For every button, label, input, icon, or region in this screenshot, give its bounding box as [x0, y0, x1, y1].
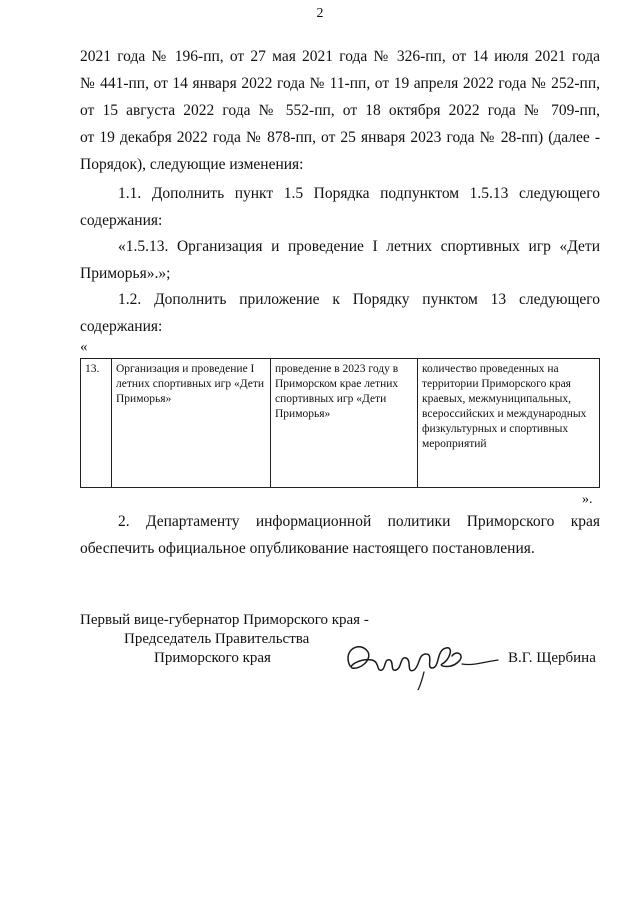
handwritten-signature	[320, 630, 510, 690]
table-cell-description: проведение в 2023 году в Приморском крае летних спортивных игр «Дети Приморья»	[271, 359, 418, 488]
page-number: 2	[316, 6, 324, 21]
item-1-1-line: содержания:	[80, 212, 163, 229]
quote-open-mark: «	[80, 339, 88, 355]
intro-line: 2021 года № 196-пп, от 27 мая 2021 года № 326-пп, от 14 июля 2021 года	[80, 48, 600, 65]
signatory-title-line3: Приморского края	[154, 650, 271, 666]
item-2-line: обеспечить официальное опубликование настоящего постановления.	[80, 540, 535, 557]
item-2	[80, 508, 600, 562]
item-2-line: 2. Департаменту информационной политики Приморского края	[118, 513, 600, 530]
table-cell-num: 13.	[81, 359, 112, 488]
quote-1-5-13	[80, 233, 600, 287]
table-cell-indicator: количество проведенных на территории Приморского края краевых, межмуниципальных, всероссийских и международных физкультурных и спортивных мероприятий	[418, 359, 600, 488]
item-1-2-line: содержания:	[80, 318, 163, 335]
table-row	[81, 359, 600, 488]
quote-close-mark: ».	[582, 492, 593, 507]
intro-line: от 19 декабря 2022 года № 878-пп, от 25 января 2023 года № 28-пп) (далее -	[80, 129, 600, 146]
table-cell-event: Организация и проведение I летних спортивных игр «Дети Приморья»	[112, 359, 271, 488]
quote-1-5-13-line: Приморья».»;	[80, 265, 171, 282]
signatory-title-line2: Председатель Правительства	[124, 631, 310, 647]
signatory-name: В.Г. Щербина	[508, 650, 596, 666]
quote-1-5-13-line: «1.5.13. Организация и проведение I летних спортивных игр «Дети	[118, 238, 600, 255]
signatory-title-line1: Первый вице-губернатор Приморского края -	[80, 612, 369, 628]
intro-line: № 441-пп, от 14 января 2022 года № 11-пп, от 19 апреля 2022 года № 252-пп,	[80, 75, 600, 92]
intro-paragraph	[80, 43, 600, 178]
item-1-1-line: 1.1. Дополнить пункт 1.5 Порядка подпунктом 1.5.13 следующего	[118, 185, 600, 202]
item-1-1	[80, 180, 600, 234]
intro-line: от 15 августа 2022 года № 552-пп, от 18 октября 2022 года № 709-пп,	[80, 102, 600, 119]
intro-line: Порядок), следующие изменения:	[80, 156, 304, 173]
appendix-table	[80, 358, 600, 488]
item-1-2-line: 1.2. Дополнить приложение к Порядку пунктом 13 следующего	[118, 291, 600, 308]
item-1-2	[80, 286, 600, 340]
